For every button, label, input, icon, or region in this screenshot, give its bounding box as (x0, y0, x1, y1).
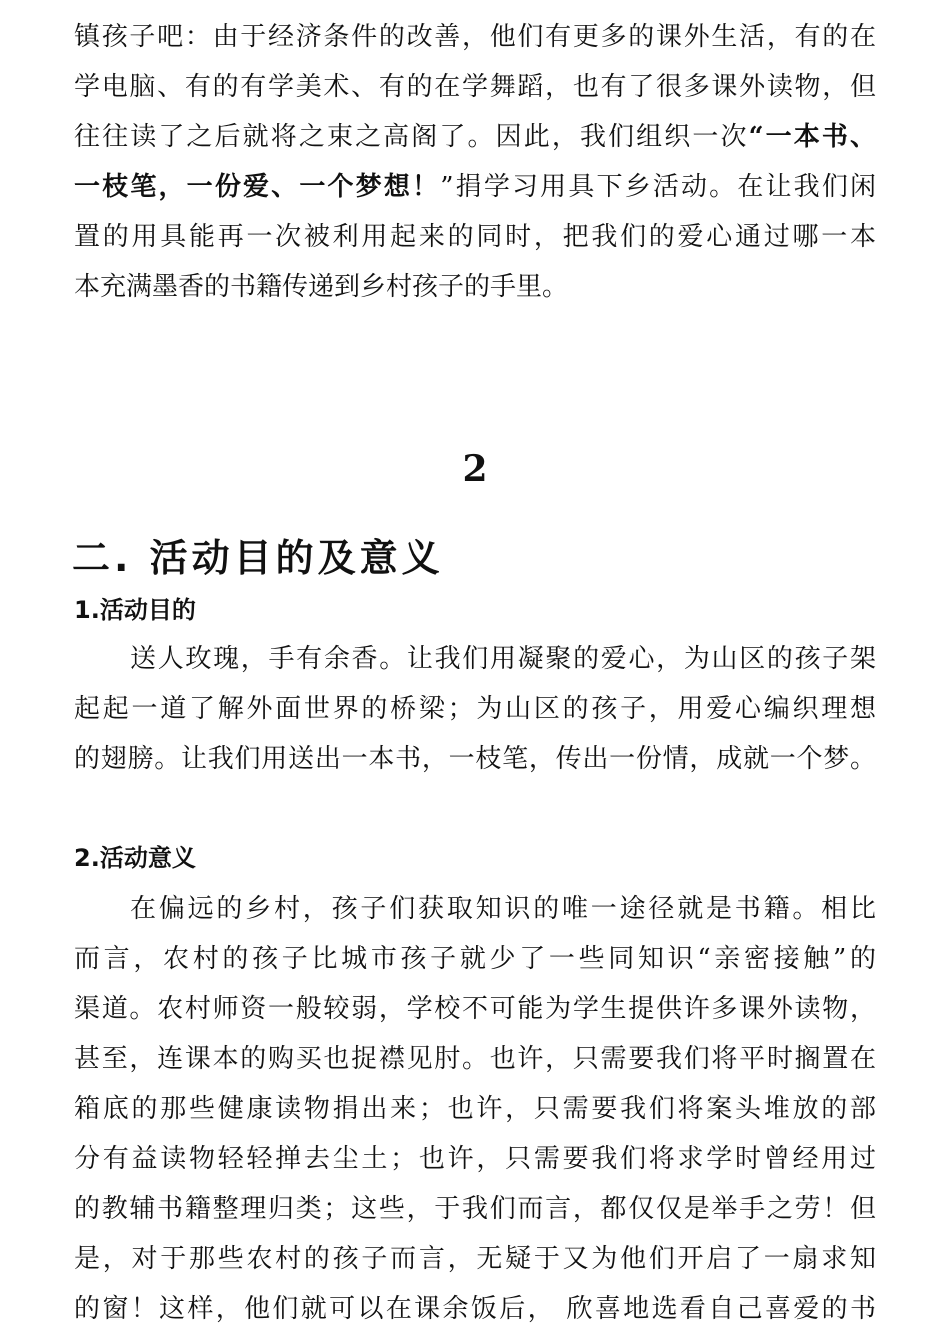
intro-line-1: 镇孩子吧：由于经济条件的改善，他们有更多的课外生活，有的在 (74, 22, 876, 52)
purpose-line-3: 的翅膀。让我们用送出一本书，一枝笔，传出一份情，成就一个梦。 (74, 744, 876, 774)
intro-line-2: 学电脑、有的有学美术、有的在学舞蹈，也有了很多课外读物，但 (74, 72, 876, 102)
purpose-line-1: 送人玫瑰，手有余香。让我们用凝聚的爱心，为山区的孩子架 (130, 644, 876, 674)
meaning-line-7: 的教辅书籍整理归类；这些，于我们而言，都仅仅是举手之劳！但 (74, 1194, 876, 1224)
meaning-line-1: 在偏远的乡村，孩子们获取知识的唯一途径就是书籍。相比 (130, 894, 876, 924)
slogan-part-1: “一本书、 (748, 122, 876, 152)
intro-line-4-text: ”捐学习用具下乡活动。在让我们闲 (440, 172, 876, 202)
intro-line-5: 置的用具能再一次被利用起来的同时，把我们的爱心通过哪一本 (74, 222, 876, 252)
subsection-2-heading: 2.活动意义 (74, 844, 196, 872)
slogan-part-2: 一枝笔，一份爱、一个梦想！ (74, 172, 441, 202)
intro-line-3 (74, 112, 876, 162)
meaning-line-5: 箱底的那些健康读物捐出来；也许，只需要我们将案头堆放的部 (74, 1094, 876, 1124)
meaning-line-3: 渠道。农村师资一般较弱，学校不可能为学生提供许多课外读物， (74, 994, 876, 1024)
intro-line-3-text: 往往读了之后就将之束之高阁了。因此，我们组织一次 (74, 122, 749, 152)
meaning-line-4: 甚至，连课本的购买也捉襟见肘。也许，只需要我们将平时搁置在 (74, 1044, 876, 1074)
meaning-line-6: 分有益读物轻轻掸去尘土；也许，只需要我们将求学时曾经用过 (74, 1144, 876, 1174)
meaning-line-8: 是，对于那些农村的孩子而言，无疑于又为他们开启了一扇求知 (74, 1244, 876, 1274)
intro-line-6: 本充满墨香的书籍传递到乡村孩子的手里。 (74, 272, 569, 302)
purpose-line-2: 起起一道了解外面世界的桥梁；为山区的孩子，用爱心编织理想 (74, 694, 876, 724)
section-title: 二. 活动目的及意义 (72, 536, 444, 580)
meaning-line-2: 而言，农村的孩子比城市孩子就少了一些同知识“亲密接触”的 (74, 944, 876, 974)
intro-line-4 (74, 162, 876, 212)
meaning-line-9: 的窗！这样，他们就可以在课余饭后， 欣喜地选看自己喜爱的书 (74, 1294, 876, 1324)
subsection-1-heading: 1.活动目的 (74, 596, 196, 624)
page-number: 2 (462, 448, 488, 490)
